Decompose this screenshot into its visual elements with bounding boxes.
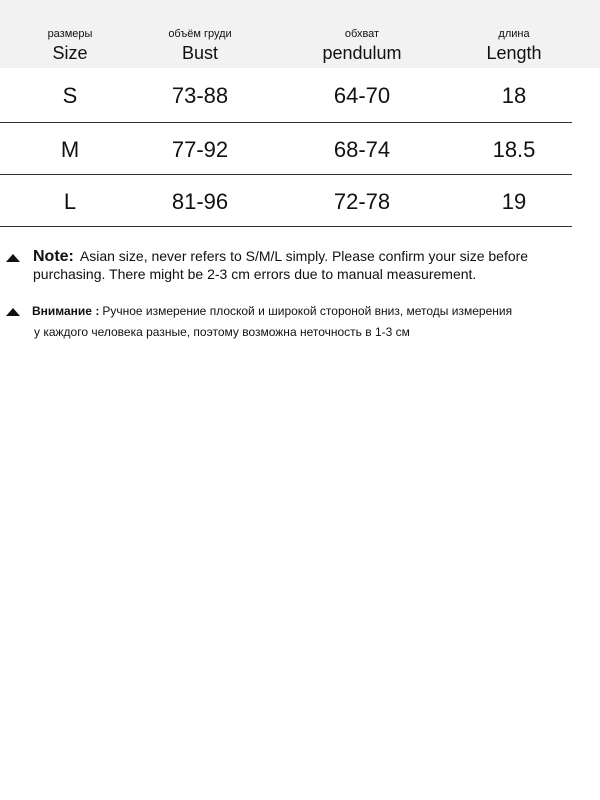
triangle-up-icon (6, 254, 20, 262)
note-label: Note: (33, 248, 74, 265)
header-size-ru: размеры (47, 28, 93, 40)
header-bust-ru: объём груди (168, 28, 232, 40)
cell-length: 18 (501, 83, 527, 108)
cell-length: 18.5 (492, 137, 536, 162)
cell-bust: 81-96 (171, 189, 229, 214)
header-size (30, 0, 110, 68)
cell-pendulum: 68-74 (333, 137, 391, 162)
cell-size: M (60, 137, 80, 162)
header-length-en: Length (486, 43, 542, 63)
cell-pendulum: 64-70 (333, 83, 391, 108)
cell-length: 19 (501, 189, 527, 214)
table-row (0, 70, 600, 122)
note-text-line1: Asian size, never refers to S/M/L simply. Please confirm your size before (79, 248, 529, 264)
header-bust (160, 0, 240, 68)
row-divider (0, 122, 572, 123)
header-pendulum-ru: обхват (344, 28, 380, 40)
cell-bust: 77-92 (171, 137, 229, 162)
header-bust-en: Bust (181, 43, 219, 63)
cell-bust: 73-88 (171, 83, 229, 108)
cell-size: S (62, 83, 78, 108)
header-size-en: Size (52, 43, 88, 63)
row-divider (0, 226, 572, 227)
note-text-line1: Ручное измерение плоской и широкой стороной вниз, методы измерения (102, 304, 513, 318)
cell-size: L (63, 189, 77, 214)
header-length (474, 0, 554, 68)
size-table-header (0, 0, 600, 68)
note-text-line2: purchasing. There might be 2-3 cm errors due to manual measurement. (33, 266, 477, 282)
note-label: Внимание : (32, 304, 100, 318)
table-row (0, 176, 600, 228)
header-length-ru: длина (498, 28, 530, 40)
header-pendulum (312, 0, 412, 68)
row-divider (0, 174, 572, 175)
triangle-up-icon (6, 308, 20, 316)
header-pendulum-en: pendulum (322, 43, 402, 63)
cell-pendulum: 72-78 (333, 189, 391, 214)
table-row (0, 124, 600, 176)
note-text-line2: у каждого человека разные, поэтому возможна неточность в 1-3 см (34, 325, 410, 339)
